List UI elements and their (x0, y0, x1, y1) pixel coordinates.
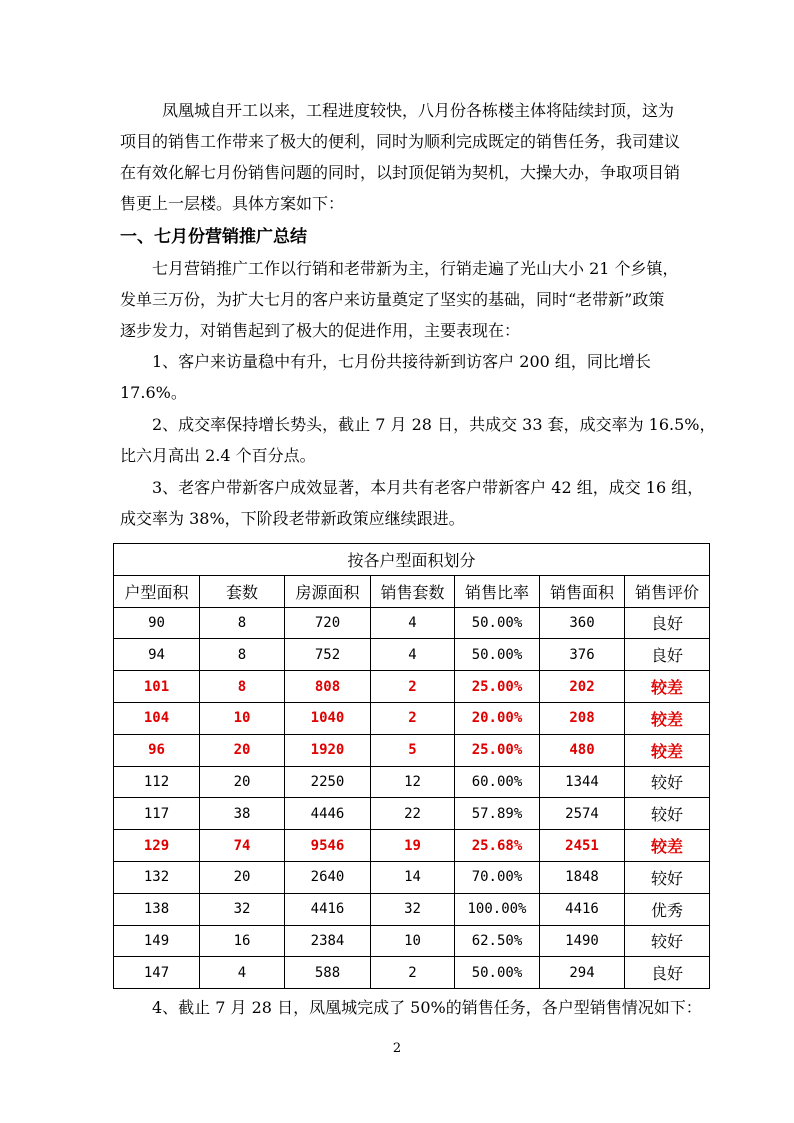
table-cell: 101 (114, 671, 200, 703)
table-cell: 208 (540, 702, 625, 734)
table-row (114, 925, 710, 957)
table-cell: 4416 (540, 893, 625, 925)
column-header: 销售比率 (455, 575, 540, 607)
table-cell: 10 (200, 702, 285, 734)
table-cell: 50.00% (455, 957, 540, 989)
intro-paragraph (120, 95, 680, 219)
rating-cell: 良好 (625, 639, 710, 671)
table-cell: 20.00% (455, 702, 540, 734)
table-row (114, 957, 710, 989)
column-header: 销售评价 (625, 575, 710, 607)
table-cell: 62.50% (455, 925, 540, 957)
table-cell: 25.68% (455, 830, 540, 862)
table-cell: 808 (285, 671, 371, 703)
table-cell: 294 (540, 957, 625, 989)
table-cell: 360 (540, 607, 625, 639)
table-cell: 38 (200, 798, 285, 830)
rating-cell: 较差 (625, 830, 710, 862)
table-cell: 2 (371, 957, 455, 989)
table-cell: 4 (200, 957, 285, 989)
table-header-row (114, 575, 710, 607)
point-1 (120, 346, 680, 408)
table-cell: 1040 (285, 702, 371, 734)
table-row (114, 798, 710, 830)
point-line: 1、客户来访量稳中有升，七月份共接待新到访客户 200 组，同比增长 (152, 352, 651, 371)
table-cell: 1920 (285, 734, 371, 766)
summary-line: 发单三万份，为扩大七月的客户来访量奠定了坚实的基础，同时“老带新”政策 (120, 290, 665, 309)
intro-line: 在有效化解七月份销售问题的同时，以封顶促销为契机，大操大办，争取项目销 (120, 163, 681, 182)
summary-paragraph (120, 253, 680, 346)
table-cell: 20 (200, 861, 285, 893)
table-cell: 8 (200, 671, 285, 703)
table-cell: 1848 (540, 861, 625, 893)
table-row (114, 702, 710, 734)
point-line: 3、老客户带新客户成效显著，本月共有老客户带新客户 42 组，成交 16 组， (152, 478, 704, 497)
table-cell: 2250 (285, 766, 371, 798)
column-header: 房源面积 (285, 575, 371, 607)
table-cell: 132 (114, 861, 200, 893)
table-cell: 4416 (285, 893, 371, 925)
table-row (114, 671, 710, 703)
summary-line: 七月营销推广工作以行销和老带新为主，行销走遍了光山大小 21 个乡镇， (152, 259, 679, 278)
table-cell: 4 (371, 607, 455, 639)
table-cell: 25.00% (455, 734, 540, 766)
table-cell: 10 (371, 925, 455, 957)
column-header: 销售面积 (540, 575, 625, 607)
table-cell: 5 (371, 734, 455, 766)
table-cell: 32 (200, 893, 285, 925)
table-row (114, 830, 710, 862)
rating-cell: 较好 (625, 925, 710, 957)
table-cell: 4 (371, 639, 455, 671)
table-cell: 752 (285, 639, 371, 671)
intro-line: 项目的销售工作带来了极大的便利，同时为顺利完成既定的销售任务，我司建议 (120, 132, 681, 151)
point-4 (120, 992, 702, 1023)
table-row (114, 639, 710, 671)
table-cell: 129 (114, 830, 200, 862)
table-cell: 147 (114, 957, 200, 989)
table-row (114, 607, 710, 639)
page-number: 2 (392, 1041, 402, 1056)
rating-cell: 较差 (625, 702, 710, 734)
table-cell: 16 (200, 925, 285, 957)
table-cell: 70.00% (455, 861, 540, 893)
intro-line: 售更上一层楼。具体方案如下： (120, 194, 345, 213)
table-cell: 50.00% (455, 639, 540, 671)
table-cell: 96 (114, 734, 200, 766)
table-cell: 202 (540, 671, 625, 703)
point-line: 17.6%。 (120, 383, 187, 402)
table-cell: 2451 (540, 830, 625, 862)
column-header: 销售套数 (371, 575, 455, 607)
table-cell: 720 (285, 607, 371, 639)
table-cell: 2384 (285, 925, 371, 957)
point-line: 4、截止 7 月 28 日，凤凰城完成了 50%的销售任务，各户型销售情况如下： (152, 998, 702, 1017)
table-cell: 14 (371, 861, 455, 893)
point-line: 2、成交率保持增长势头，截止 7 月 28 日，共成交 33 套，成交率为 16.5%， (152, 415, 716, 434)
table-cell: 588 (285, 957, 371, 989)
table-cell: 480 (540, 734, 625, 766)
table-row (114, 766, 710, 798)
table-cell: 20 (200, 734, 285, 766)
table-cell: 94 (114, 639, 200, 671)
rating-cell: 较好 (625, 766, 710, 798)
table-cell: 90 (114, 607, 200, 639)
unit-sales-table (113, 543, 710, 989)
rating-cell: 较好 (625, 798, 710, 830)
table-cell: 74 (200, 830, 285, 862)
rating-cell: 良好 (625, 607, 710, 639)
point-2 (120, 409, 716, 471)
table-row (114, 861, 710, 893)
rating-cell: 优秀 (625, 893, 710, 925)
table-cell: 376 (540, 639, 625, 671)
table-body (114, 607, 710, 989)
table-cell: 2640 (285, 861, 371, 893)
column-header: 户型面积 (114, 575, 200, 607)
table-cell: 25.00% (455, 671, 540, 703)
point-line: 成交率为 38%，下阶段老带新政策应继续跟进。 (120, 509, 465, 528)
table-cell: 9546 (285, 830, 371, 862)
table-row (114, 893, 710, 925)
table-cell: 2 (371, 702, 455, 734)
table-cell: 12 (371, 766, 455, 798)
intro-line: 凤凰城自开工以来，工程进度较快，八月份各栋楼主体将陆续封顶，这为 (162, 101, 675, 120)
table-cell: 104 (114, 702, 200, 734)
table-cell: 20 (200, 766, 285, 798)
rating-cell: 良好 (625, 957, 710, 989)
point-3 (120, 472, 704, 534)
table-cell: 1490 (540, 925, 625, 957)
table-cell: 2574 (540, 798, 625, 830)
table-row (114, 734, 710, 766)
table-cell: 8 (200, 607, 285, 639)
table-cell: 149 (114, 925, 200, 957)
table-cell: 138 (114, 893, 200, 925)
table-cell: 112 (114, 766, 200, 798)
rating-cell: 较差 (625, 734, 710, 766)
table-cell: 57.89% (455, 798, 540, 830)
point-line: 比六月高出 2.4 个百分点。 (120, 446, 316, 465)
summary-line: 逐步发力，对销售起到了极大的促进作用，主要表现在： (120, 321, 521, 340)
table-cell: 8 (200, 639, 285, 671)
table-cell: 117 (114, 798, 200, 830)
table-cell: 60.00% (455, 766, 540, 798)
table-cell: 22 (371, 798, 455, 830)
table-cell: 100.00% (455, 893, 540, 925)
table-cell: 32 (371, 893, 455, 925)
table-cell: 19 (371, 830, 455, 862)
table-cell: 4446 (285, 798, 371, 830)
section-heading: 一、七月份营销推广总结 (120, 227, 307, 247)
rating-cell: 较好 (625, 861, 710, 893)
table-caption: 按各户型面积划分 (114, 544, 710, 576)
table-cell: 50.00% (455, 607, 540, 639)
column-header: 套数 (200, 575, 285, 607)
table-cell: 1344 (540, 766, 625, 798)
rating-cell: 较差 (625, 671, 710, 703)
table-cell: 2 (371, 671, 455, 703)
